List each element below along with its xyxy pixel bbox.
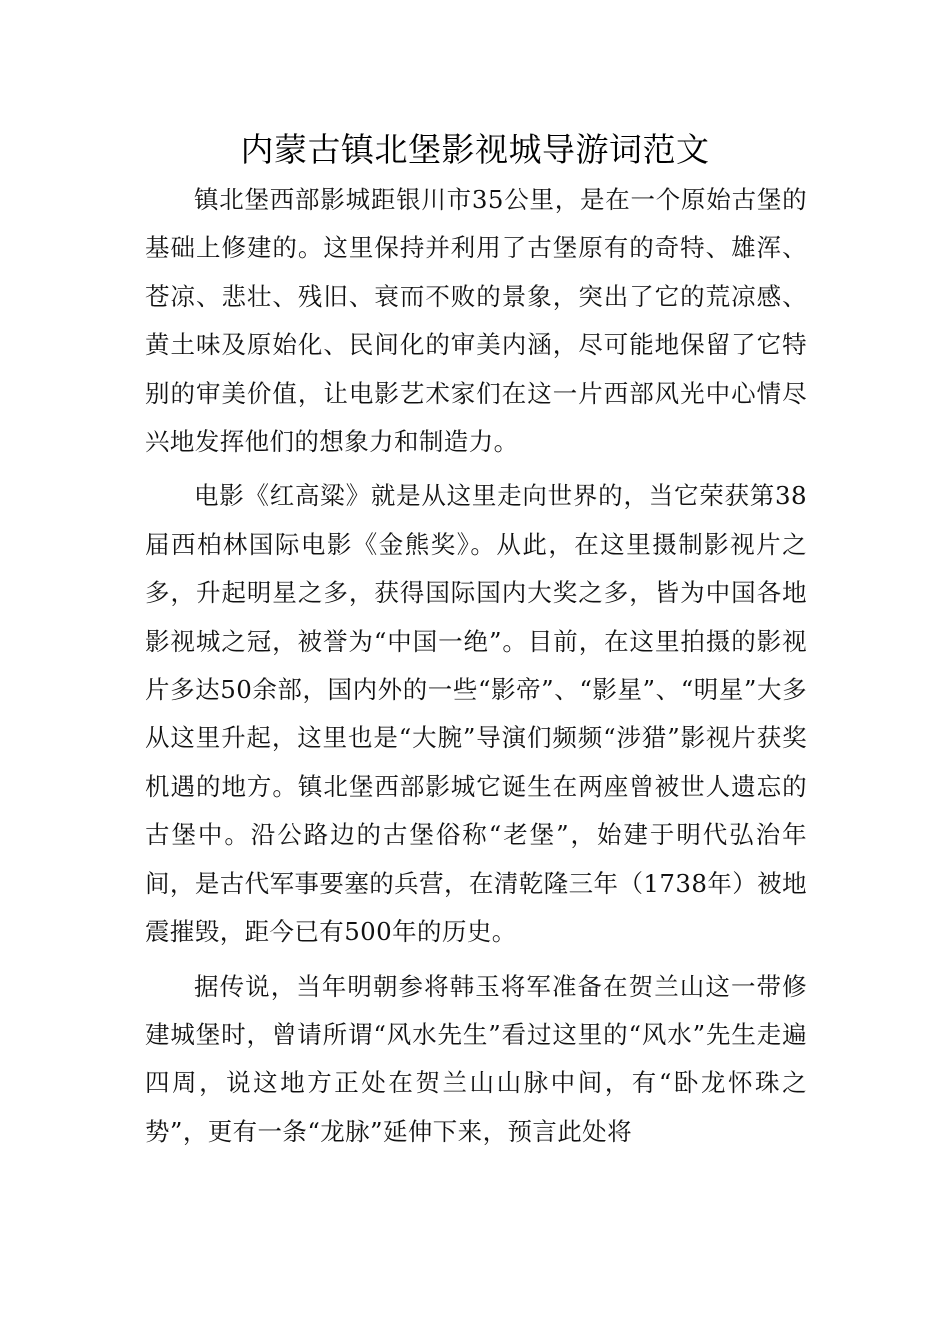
paragraph-1: 镇北堡西部影城距银川市35公里，是在一个原始古堡的基础上修建的。这里保持并利用了古堡原有的奇特、雄浑、苍凉、悲壮、残旧、衰而不败的景象，突出了它的荒凉感、黄土味及原始化、民间化的审美内涵，尽可能地保留了它特别的审美价值，让电影艺术家们在这一片西部风光中心情尽兴地发挥他们的想象力和制造力。 bbox=[145, 185, 807, 457]
document-title: 内蒙古镇北堡影视城导游词范文 bbox=[240, 130, 710, 169]
paragraph-2: 电影《红高粱》就是从这里走向世界的，当它荣获第38届西柏林国际电影《金熊奖》。从此，在这里摄制影视片之多，升起明星之多，获得国际国内大奖之多，皆为中国各地影视城之冠，被誉为“中国一绝”。目前，在这里拍摄的影视片多达50余部，国内外的一些“影帝”、“影星”、“明星”大多从这里升起，这里也是“大腕”导演们频频“涉猎”影视片获奖机遇的地方。镇北堡西部影城它诞生在两座曾被世人遗忘的古堡中。沿公路边的古堡俗称“老堡”，始建于明代弘治年间，是古代军事要塞的兵营，在清乾隆三年（1738年）被地震摧毁，距今已有500年的历史。 bbox=[145, 481, 807, 947]
document-body bbox=[145, 176, 807, 1156]
paragraph-3: 据传说，当年明朝参将韩玉将军准备在贺兰山这一带修建城堡时，曾请所谓“风水先生”看过这里的“风水”先生走遍四周，说这地方正处在贺兰山山脉中间，有“卧龙怀珠之势”，更有一条“龙脉”延伸下来，预言此处将 bbox=[145, 971, 807, 1146]
